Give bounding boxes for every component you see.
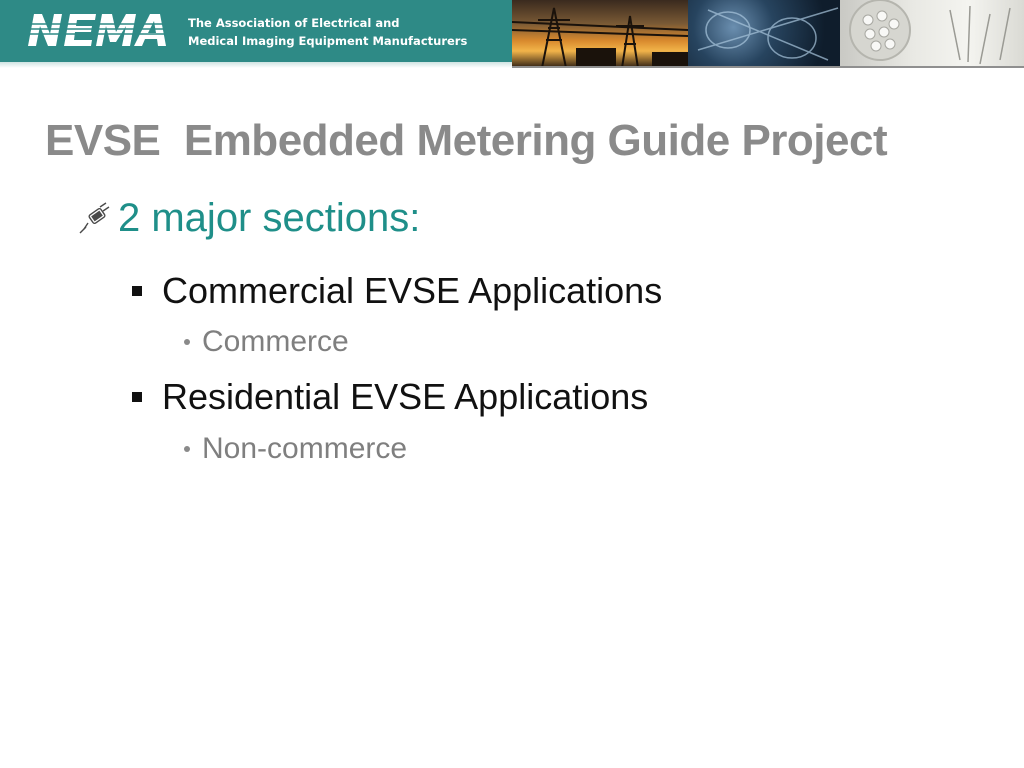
led-lighting-photo	[840, 0, 1024, 68]
nema-logo-icon	[22, 12, 168, 48]
bullet-level2-commercial	[132, 270, 662, 312]
slide-title: EVSE Embedded Metering Guide Project	[45, 116, 888, 165]
photo-strip-underline	[512, 66, 1024, 68]
power-grid-photo	[512, 0, 688, 68]
power-tower-icon	[512, 0, 688, 68]
square-bullet-icon	[132, 286, 142, 296]
plug-icon	[76, 201, 112, 237]
round-bullet-icon	[184, 446, 190, 452]
round-bullet-icon	[184, 339, 190, 345]
bullet-level2-residential	[132, 376, 648, 418]
tagline-line-2: Medical Imaging Equipment Manufacturers	[188, 34, 468, 48]
medical-scan-photo	[688, 0, 840, 68]
bullet-level3-text: Commerce	[202, 325, 349, 358]
bullet-level3-commerce	[184, 325, 349, 359]
led-bulb-icon	[840, 0, 1024, 68]
tagline-line-1: The Association of Electrical and	[188, 16, 400, 30]
bullet-level3-non-commerce	[184, 432, 407, 466]
bullet-level1-text: 2 major sections:	[118, 196, 421, 240]
bullet-level2-text: Residential EVSE Applications	[162, 376, 649, 417]
bullet-level1-sections	[76, 196, 420, 241]
organization-tagline	[188, 14, 467, 50]
bullet-level3-text: Non-commerce	[202, 432, 408, 465]
bullet-level2-text: Commercial EVSE Applications	[162, 270, 663, 311]
square-bullet-icon	[132, 392, 142, 402]
brain-scan-icon	[688, 0, 840, 68]
